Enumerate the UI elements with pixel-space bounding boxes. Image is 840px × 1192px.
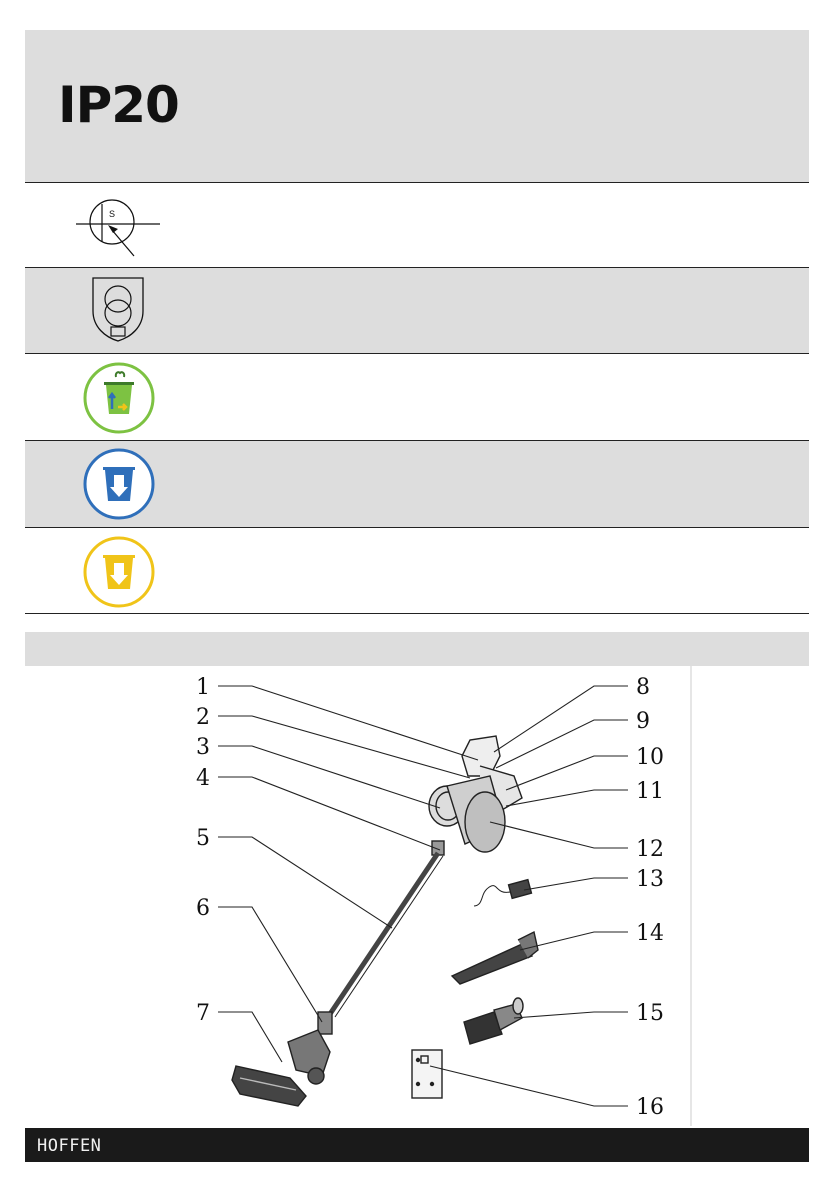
part-label-2: 2	[196, 705, 210, 730]
part-label-9: 9	[636, 709, 650, 734]
divider	[25, 182, 809, 183]
part-label-15: 15	[636, 1001, 664, 1026]
leader-lines	[218, 686, 628, 1106]
ip-rating-label: IP20	[58, 76, 179, 134]
divider	[25, 613, 809, 614]
part-label-11: 11	[636, 779, 664, 804]
part-label-12: 12	[636, 837, 664, 862]
part-label-8: 8	[636, 675, 650, 700]
part-label-4: 4	[196, 766, 210, 791]
part-label-7: 7	[196, 1001, 210, 1026]
part-label-10: 10	[636, 745, 664, 770]
divider	[25, 527, 809, 528]
footer-bar	[25, 1128, 809, 1162]
recycle-yellow-icon	[82, 535, 156, 609]
part-label-1: 1	[196, 675, 210, 700]
parts-diagram	[0, 666, 840, 1126]
motor-protector-icon	[72, 194, 164, 258]
recycle-blue-icon	[82, 447, 156, 521]
divider	[25, 353, 809, 354]
svg-text:S: S	[109, 209, 116, 219]
safety-transformer-icon	[89, 275, 147, 343]
part-label-5: 5	[196, 826, 210, 851]
brand-name: HOFFEN	[37, 1136, 102, 1156]
part-label-3: 3	[196, 735, 210, 760]
part-label-13: 13	[636, 867, 664, 892]
part-label-14: 14	[636, 921, 664, 946]
part-label-16: 16	[636, 1095, 664, 1120]
part-label-6: 6	[196, 896, 210, 921]
recycle-green-icon	[82, 361, 156, 435]
vacuum-illustration	[232, 736, 538, 1106]
section-header-bar	[25, 632, 809, 666]
